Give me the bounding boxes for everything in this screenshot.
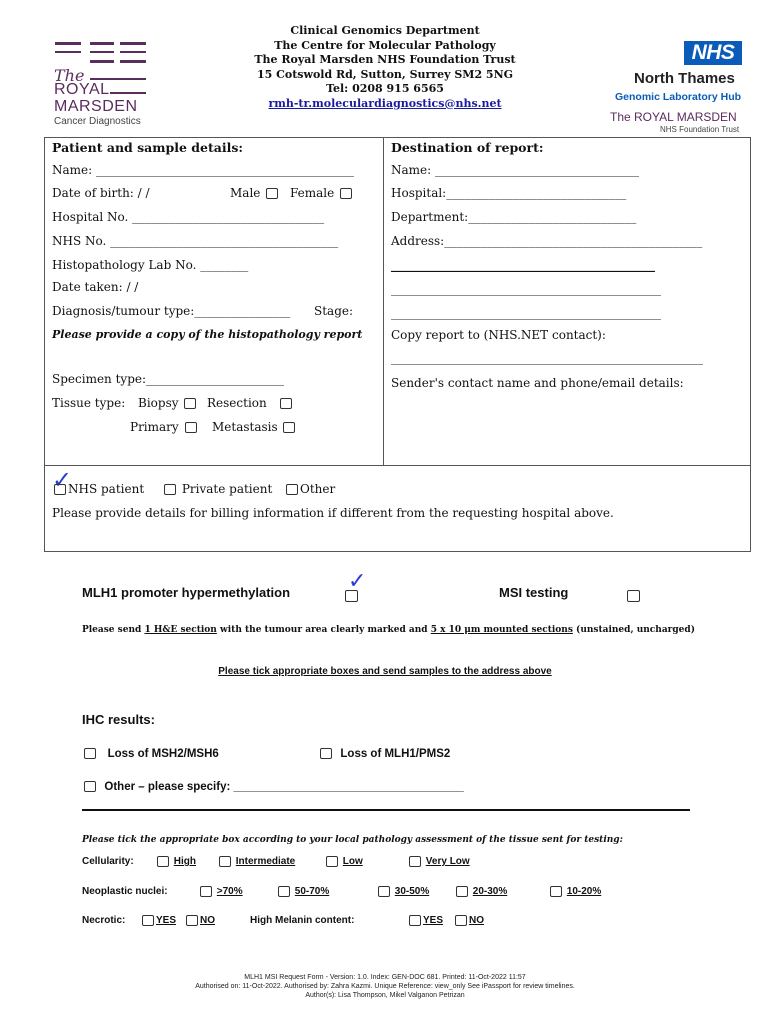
private-patient-checkbox[interactable] — [164, 484, 176, 495]
dob-field[interactable]: Date of birth: / / — [52, 186, 150, 200]
footer — [100, 973, 670, 1000]
send-instructions — [82, 625, 695, 635]
footer-line-2: Authorised on: 11-Oct-2022. Authorised by: Zahra Kazmi. Unique Reference: view_only See iPassport for review timelines. — [195, 983, 575, 990]
necrotic-no[interactable] — [184, 915, 215, 926]
assessment-note: Please tick the appropriate box according to your local pathology assessment of the tissue sent for testing: — [82, 835, 623, 845]
melanin-no[interactable] — [453, 915, 484, 926]
cellularity-intermediate-label: Intermediate — [235, 856, 296, 868]
nhs-no-field[interactable]: NHS No. ______________________________________ — [52, 234, 339, 248]
cellularity-label: Cellularity: — [82, 856, 134, 867]
logo-bar — [90, 78, 146, 80]
send-prefix: Please send — [82, 625, 145, 635]
logo-bar — [120, 42, 146, 45]
logo-bar — [120, 51, 146, 53]
telephone: Tel: 0208 915 6565 — [326, 82, 444, 95]
logo-bar — [90, 42, 114, 45]
ihc-mlh1-option[interactable] — [318, 748, 450, 760]
footer-line-3: Author(s): Lisa Thompson, Mikel Valganon Petrizan — [305, 992, 465, 999]
resection-label: Resection — [207, 396, 267, 410]
trust-label: NHS Foundation Trust — [660, 125, 740, 134]
logo-bar — [90, 60, 114, 63]
logo-bar — [90, 51, 114, 53]
primary-option[interactable] — [130, 420, 199, 434]
neoplastic-10-20-checkbox[interactable] — [550, 886, 562, 897]
copy-report-field[interactable]: ____________________________________________________ — [391, 351, 703, 365]
dest-address-field[interactable]: Address:___________________________________________ — [391, 234, 703, 248]
female-option[interactable] — [290, 186, 354, 200]
female-checkbox[interactable] — [340, 188, 352, 199]
neoplastic-10-20[interactable] — [548, 886, 601, 897]
send-sections: 5 x 10 μm mounted sections — [430, 625, 573, 635]
primary-label: Primary — [130, 420, 179, 434]
cellularity-low[interactable] — [324, 856, 363, 867]
trust: The Royal Marsden NHS Foundation Trust — [254, 53, 516, 66]
logo-the: The — [54, 66, 85, 85]
nhs-patient-checkbox[interactable] — [54, 484, 66, 495]
neoplastic-20-30[interactable] — [454, 886, 507, 897]
billing-note: Please provide details for billing information if different from the requesting hospital above. — [52, 506, 614, 520]
logo-bar — [110, 92, 146, 94]
dest-address-line-2[interactable]: _____________________________________________ — [391, 282, 661, 296]
neoplastic-10-20-label: 10-20% — [566, 886, 602, 898]
nhs-patient-option[interactable] — [52, 482, 144, 496]
hospital-no-field[interactable]: Hospital No. ________________________________ — [52, 210, 325, 224]
send-mid: with the tumour area clearly marked and — [216, 625, 431, 635]
melanin-yes[interactable] — [407, 915, 443, 926]
male-checkbox[interactable] — [266, 188, 278, 199]
metastasis-option[interactable] — [212, 420, 297, 434]
neoplastic-50-70-checkbox[interactable] — [278, 886, 290, 897]
cellularity-very-low-checkbox[interactable] — [409, 856, 421, 867]
logo-bar — [55, 42, 81, 45]
msi-test-checkbox[interactable] — [627, 590, 640, 602]
neoplastic-70-label: >70% — [216, 886, 243, 898]
tissue-type-label: Tissue type: — [52, 396, 126, 410]
glh-label: Genomic Laboratory Hub — [615, 91, 742, 103]
melanin-no-label: NO — [469, 915, 484, 927]
metastasis-checkbox[interactable] — [283, 422, 295, 433]
logo-bar — [120, 60, 146, 63]
necrotic-yes-label: YES — [156, 915, 177, 927]
melanin-yes-checkbox[interactable] — [409, 915, 421, 926]
ihc-mlh1-label: Loss of MLH1/PMS2 — [340, 748, 451, 760]
ihc-mlh1-checkbox[interactable] — [320, 748, 332, 759]
rm-label: The ROYAL MARSDEN — [610, 110, 737, 124]
biopsy-checkbox[interactable] — [184, 398, 196, 409]
msi-test-checkbox-wrap[interactable] — [625, 585, 642, 604]
neoplastic-30-50-checkbox[interactable] — [378, 886, 390, 897]
necrotic-yes-checkbox[interactable] — [142, 915, 154, 926]
dest-name-field[interactable]: Name: __________________________________ — [391, 163, 639, 177]
histo-lab-field[interactable]: Histopathology Lab No. ________ — [52, 258, 249, 272]
logo-sub: Cancer Diagnostics — [54, 116, 141, 127]
send-suffix: (unstained, uncharged) — [572, 625, 695, 635]
necrotic-no-label: NO — [200, 915, 215, 927]
dest-address-line-3[interactable]: _____________________________________________ — [391, 306, 661, 320]
checkmark-icon: ✓ — [348, 569, 367, 594]
female-label: Female — [290, 186, 335, 200]
necrotic-yes[interactable] — [140, 915, 176, 926]
biopsy-option[interactable] — [138, 396, 198, 410]
private-patient-label: Private patient — [181, 482, 273, 496]
neoplastic-label: Neoplastic nuclei: — [82, 886, 168, 897]
melanin-no-checkbox[interactable] — [455, 915, 467, 926]
department: Clinical Genomics Department — [290, 24, 480, 37]
private-patient-option[interactable] — [162, 482, 272, 496]
cellularity-high-checkbox[interactable] — [157, 856, 169, 867]
dest-hospital-field[interactable]: Hospital:______________________________ — [391, 186, 627, 200]
date-taken-field[interactable]: Date taken: / / — [52, 280, 139, 294]
checkmark-icon: ✓ — [52, 466, 73, 494]
neoplastic-50-70-label: 50-70% — [294, 886, 330, 898]
metastasis-label: Metastasis — [212, 420, 278, 434]
other-billing-label: Other — [300, 482, 336, 496]
ihc-msh2-label: Loss of MSH2/MSH6 — [107, 748, 219, 760]
column-divider — [383, 137, 384, 465]
nhs-patient-label: NHS patient — [68, 482, 145, 496]
cellularity-very-low-label: Very Low — [425, 856, 470, 868]
stage-field[interactable]: Stage: — [314, 304, 354, 318]
copy-report-label: Copy report to (NHS.NET contact): — [391, 328, 606, 342]
tick-note: Please tick appropriate boxes and send samples to the address above — [218, 666, 552, 677]
cellularity-low-label: Low — [342, 856, 363, 868]
cellularity-intermediate[interactable] — [217, 856, 295, 867]
dest-department-field[interactable]: Department:____________________________ — [391, 210, 637, 224]
neoplastic-70[interactable] — [198, 886, 243, 897]
centre: The Centre for Molecular Pathology — [274, 38, 496, 52]
ihc-msh2-option[interactable] — [82, 748, 219, 760]
male-option[interactable] — [230, 186, 280, 200]
neoplastic-70-checkbox[interactable] — [200, 886, 212, 897]
resection-checkbox[interactable] — [280, 398, 292, 409]
necrotic-no-checkbox[interactable] — [186, 915, 198, 926]
cellularity-row — [82, 856, 134, 867]
melanin-label: High Melanin content: — [250, 915, 355, 926]
patient-heading: Patient and sample details: — [52, 140, 244, 155]
other-billing-checkbox[interactable] — [286, 484, 298, 495]
neoplastic-30-50[interactable] — [376, 886, 429, 897]
specimen-type-field[interactable]: Specimen type:_______________________ — [52, 372, 285, 386]
primary-checkbox[interactable] — [185, 422, 197, 433]
ihc-other-option[interactable] — [82, 781, 464, 793]
cellularity-very-low[interactable] — [407, 856, 470, 867]
send-he: 1 H&E section — [144, 625, 217, 635]
ihc-other-checkbox[interactable] — [84, 781, 96, 792]
neoplastic-30-50-label: 30-50% — [394, 886, 430, 898]
address: 15 Cotswold Rd, Sutton, Surrey SM2 5NG — [256, 67, 514, 81]
dest-address-line-1[interactable]: ____________________________________________ — [391, 258, 655, 272]
logo-bar — [55, 51, 81, 53]
ihc-other-label[interactable]: Other – please specify: ____________________________________ — [104, 781, 464, 793]
ihc-msh2-checkbox[interactable] — [84, 748, 96, 759]
footer-line-1: MLH1 MSI Request Form - Version: 1.0. Index: GEN-DOC 681. Printed: 11-Oct-2022 11:57 — [244, 974, 526, 981]
cellularity-intermediate-checkbox[interactable] — [219, 856, 231, 867]
destination-heading: Destination of report: — [391, 140, 544, 155]
melanin-yes-label: YES — [423, 915, 444, 927]
cellularity-high[interactable] — [155, 856, 196, 867]
histo-copy-note: Please provide a copy of the histopathology report — [52, 328, 363, 341]
ihc-heading: IHC results: — [82, 712, 155, 727]
lab-address-block — [225, 24, 545, 111]
nhs-logo: NHS — [684, 41, 742, 65]
diagnosis-field[interactable]: Diagnosis/tumour type:________________ — [52, 304, 291, 318]
mlh1-test-label: MLH1 promoter hypermethylation — [82, 585, 291, 600]
neoplastic-20-30-checkbox[interactable] — [456, 886, 468, 897]
biopsy-label: Biopsy — [138, 396, 179, 410]
patient-name-field[interactable]: Name: ___________________________________________ — [52, 163, 354, 177]
other-billing-option[interactable] — [284, 482, 335, 496]
resection-option[interactable] — [207, 396, 294, 410]
north-thames: North Thames — [634, 70, 735, 87]
logo-royal: ROYAL — [54, 81, 110, 98]
msi-test-label: MSI testing — [499, 585, 569, 600]
cellularity-low-checkbox[interactable] — [326, 856, 338, 867]
necrotic-label: Necrotic: — [82, 915, 126, 926]
sender-details-label: Sender's contact name and phone/email details: — [391, 376, 684, 390]
section-divider — [82, 809, 690, 811]
email-link[interactable]: rmh-tr.moleculardiagnostics@nhs.net — [268, 96, 502, 110]
neoplastic-50-70[interactable] — [276, 886, 329, 897]
logo-marsden: MARSDEN — [54, 98, 138, 115]
male-label: Male — [230, 186, 261, 200]
row-divider — [44, 465, 750, 466]
neoplastic-20-30-label: 20-30% — [472, 886, 508, 898]
cellularity-high-label: High — [173, 856, 196, 868]
